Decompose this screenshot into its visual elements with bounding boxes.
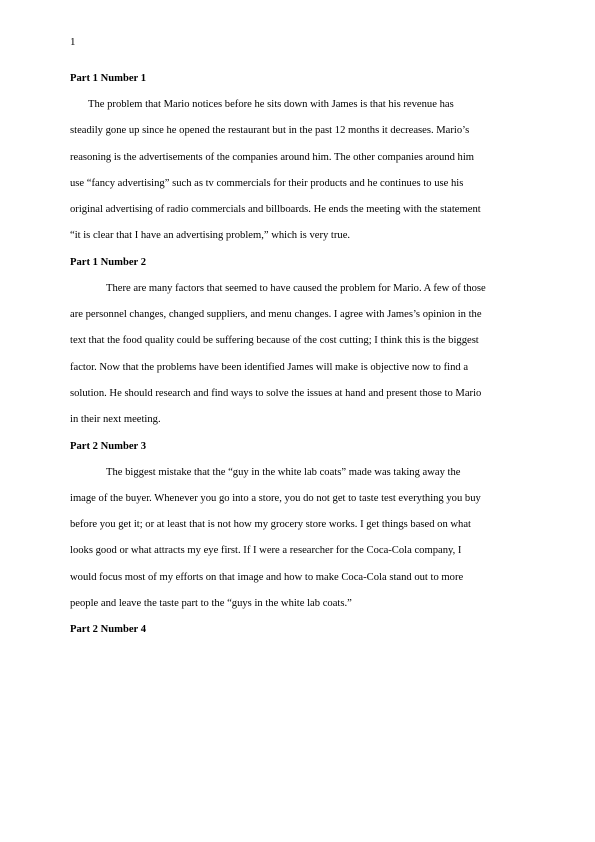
paragraph-line: in their next meeting.	[70, 414, 161, 426]
section-heading: Part 2 Number 4	[70, 624, 147, 636]
paragraph-line: factor. Now that the problems have been identified James will make is objective now to find a	[70, 361, 469, 373]
paragraph-line: would focus most of my efforts on that image and how to make Coca-Cola stand out to more	[70, 571, 464, 583]
paragraph-line: are personnel changes, changed suppliers, and menu changes. I agree with James’s opinion in the	[70, 309, 482, 321]
paragraph-line: There are many factors that seemed to have caused the problem for Mario. A few of those	[106, 282, 486, 294]
paragraph-line: reasoning is the advertisements of the companies around him. The other companies around him	[70, 151, 475, 163]
paragraph-line: solution. He should research and find ways to solve the issues at hand and present those to Mario	[70, 387, 482, 399]
paragraph-line: people and leave the taste part to the “guys in the white lab coats.”	[70, 598, 352, 610]
section-paragraph	[70, 460, 525, 618]
section-heading: Part 1 Number 2	[70, 256, 147, 268]
section-part2-number4	[70, 617, 525, 643]
paragraph-line: before you get it; or at least that is not how my grocery store works. I get things based on what	[70, 519, 472, 531]
section-paragraph	[70, 276, 525, 434]
paragraph-line: steadily gone up since he opened the restaurant but in the past 12 months it decreases. Mario’s	[70, 125, 470, 137]
section-part2-number3	[70, 434, 525, 618]
section-paragraph	[70, 92, 525, 250]
section-heading: Part 2 Number 3	[70, 440, 147, 452]
paragraph-line: original advertising of radio commercials and billboards. He ends the meeting with the statement	[70, 204, 481, 216]
section-heading: Part 1 Number 1	[70, 73, 147, 84]
paragraph-line: text that the food quality could be suffering because of the cost cutting; I think this is the biggest	[70, 335, 479, 347]
paragraph-line: image of the buyer. Whenever you go into a store, you do not get to taste test everything you buy	[70, 492, 481, 504]
page-number: 1	[70, 36, 76, 48]
paragraph-line: use “fancy advertising” such as tv commercials for their products and he continues to use his	[70, 177, 464, 189]
paragraph-line: “it is clear that I have an advertising problem,” which is very true.	[70, 230, 351, 242]
section-part1-number1	[70, 66, 525, 250]
section-part1-number2	[70, 250, 525, 434]
document-body	[70, 66, 525, 643]
paragraph-line: looks good or what attracts my eye first. If I were a researcher for the Coca-Cola company, I	[70, 545, 462, 557]
paragraph-line: The biggest mistake that the “guy in the white lab coats” made was taking away the	[106, 466, 461, 478]
paragraph-line: The problem that Mario notices before he sits down with James is that his revenue has	[88, 99, 454, 110]
